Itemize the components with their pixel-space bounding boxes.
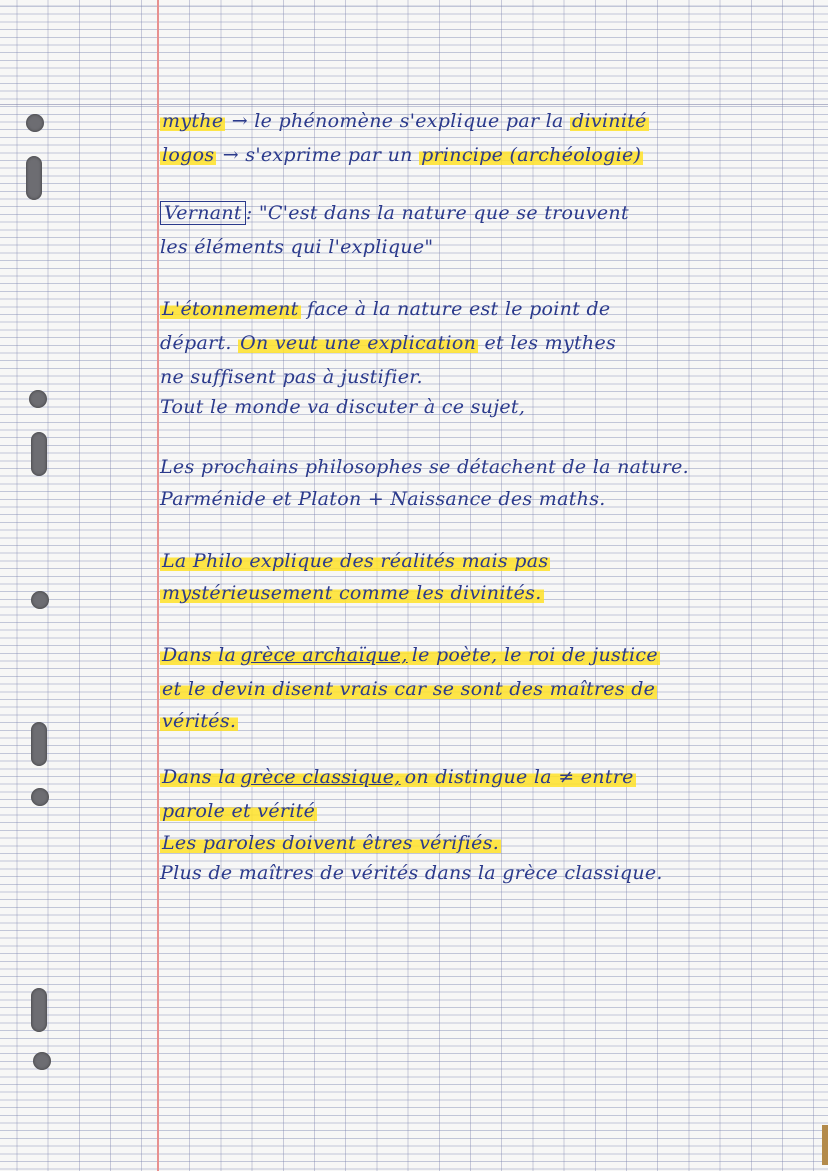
note-text: ne suffisent pas à justifier. — [160, 366, 423, 388]
note-text: Plus de maîtres de vérités dans la grèce classique. — [160, 862, 663, 884]
highlighted-sentence: et le devin disent vrais car se sont des maîtres de — [162, 678, 656, 700]
punch-hole — [31, 988, 47, 1032]
note-text: et les mythes — [484, 332, 617, 354]
note-line — [160, 110, 649, 132]
highlighted-sentence: on distingue la ≠ entre — [404, 766, 634, 788]
note-line — [160, 678, 657, 700]
note-line — [160, 298, 610, 320]
note-line — [160, 202, 629, 224]
punch-hole — [26, 156, 42, 200]
quote-text: les éléments qui l'explique" — [160, 236, 434, 258]
punch-hole — [33, 1052, 51, 1070]
note-line — [160, 236, 433, 258]
note-line — [160, 144, 643, 166]
note-line — [160, 550, 550, 572]
boxed-name: Vernant — [160, 201, 246, 225]
note-line — [160, 644, 660, 666]
margin-line — [157, 0, 159, 1171]
highlighted-sentence: mystérieusement comme les divinités. — [162, 582, 542, 604]
note-line — [160, 766, 636, 788]
punch-hole — [31, 722, 47, 766]
highlighted-term: L'étonnement — [162, 298, 299, 320]
highlighted-term: grèce archaïque, — [240, 644, 408, 666]
highlighted-term: mythe — [162, 110, 224, 132]
note-line — [160, 582, 544, 604]
note-text: face à la nature est le point de — [306, 298, 611, 320]
highlighted-term: logos — [162, 144, 215, 166]
note-text: Les prochains philosophes se détachent de la nature. — [160, 456, 689, 478]
note-text: départ. — [160, 332, 232, 354]
note-line — [160, 366, 423, 388]
note-line — [160, 456, 689, 478]
note-line — [160, 832, 501, 854]
note-text: Parménide et Platon + Naissance des maths. — [160, 488, 606, 510]
note-line — [160, 862, 663, 884]
quote-text: : "C'est dans la nature que se trouvent — [245, 202, 629, 224]
note-line — [160, 332, 616, 354]
note-line — [160, 396, 525, 418]
highlighted-term: On veut une explication — [240, 332, 477, 354]
note-text: → le phénomène s'explique par la — [231, 110, 564, 132]
binder-clip — [822, 1125, 828, 1165]
highlighted-sentence: Dans la — [162, 644, 237, 666]
highlighted-sentence: Les paroles doivent êtres vérifiés. — [162, 832, 500, 854]
highlighted-sentence: le poète, le roi de justice — [411, 644, 658, 666]
highlighted-sentence: Dans la — [162, 766, 237, 788]
highlighted-term: principe (archéologie) — [421, 144, 642, 166]
punch-hole — [29, 390, 47, 408]
note-line — [160, 800, 317, 822]
punch-hole — [31, 591, 49, 609]
note-text: → s'exprime par un — [222, 144, 413, 166]
highlighted-term: grèce classique, — [240, 766, 401, 788]
highlighted-sentence: vérités. — [162, 710, 237, 732]
punch-hole — [31, 788, 49, 806]
rule-line — [0, 104, 828, 105]
note-text: Tout le monde va discuter à ce sujet, — [160, 396, 526, 418]
note-line — [160, 488, 606, 510]
highlighted-sentence: La Philo explique des réalités mais pas — [162, 550, 549, 572]
highlighted-term: divinité — [572, 110, 647, 132]
highlighted-sentence: parole et vérité — [162, 800, 316, 822]
note-line — [160, 710, 238, 732]
punch-hole — [26, 114, 44, 132]
punch-hole — [31, 432, 47, 476]
